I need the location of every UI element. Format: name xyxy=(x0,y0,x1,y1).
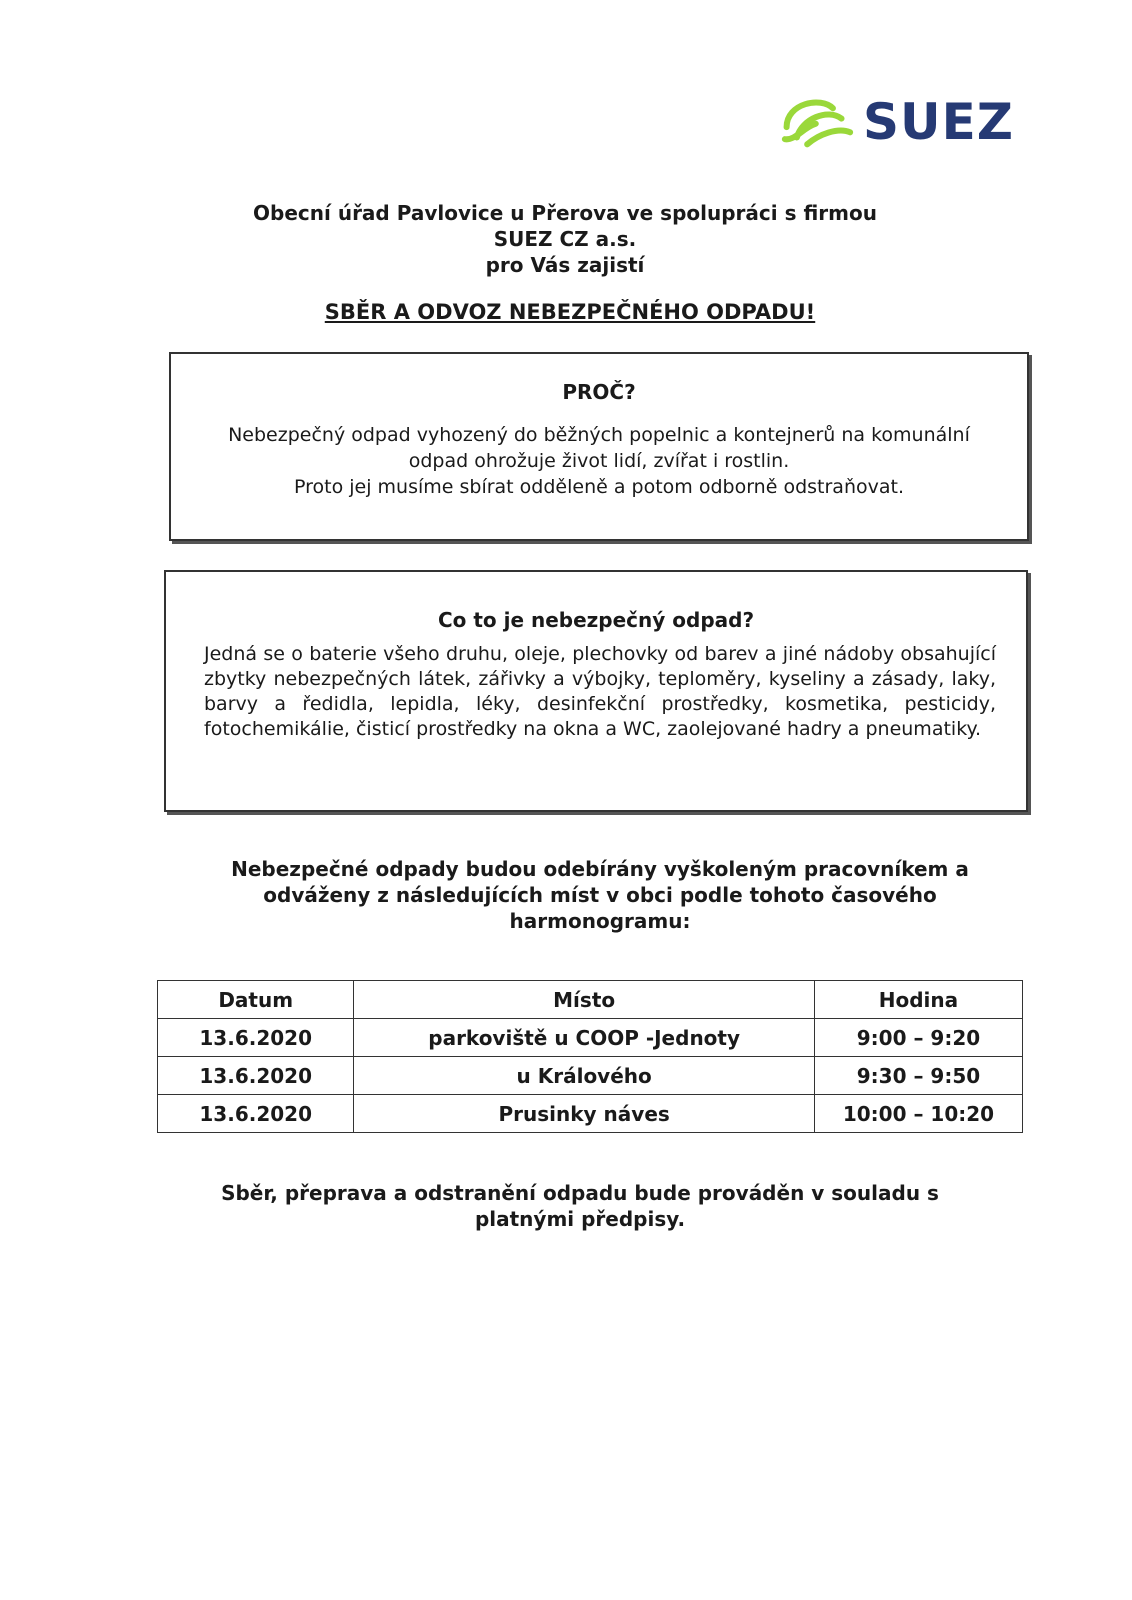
cell-place: parkoviště u COOP -Jednoty xyxy=(354,1019,815,1057)
why-title: PROČ? xyxy=(562,380,636,404)
suez-logo-text: SUEZ xyxy=(862,93,1014,151)
footer-line: Sběr, přeprava a odstranění odpadu bude prováděn v souladu s xyxy=(221,1181,939,1205)
header-date: Datum xyxy=(158,981,354,1019)
cell-hour: 9:00 – 9:20 xyxy=(814,1019,1022,1057)
why-text xyxy=(171,422,1027,500)
footer-note xyxy=(200,1180,960,1232)
schedule-intro-line: odváženy z následujících míst v obci podle tohoto časového xyxy=(263,883,937,907)
intro-block xyxy=(200,200,930,278)
footer-line: platnými předpisy. xyxy=(474,1207,686,1231)
table-row xyxy=(158,1019,1023,1057)
why-line: Proto jej musíme sbírat odděleně a potom odborně odstraňovat. xyxy=(293,476,904,498)
page-headline: SBĚR A ODVOZ NEBEZPEČNÉHO ODPADU! xyxy=(324,300,816,324)
schedule-intro-line: Nebezpečné odpady budou odebírány vyškoleným pracovníkem a xyxy=(231,857,969,881)
header-hour: Hodina xyxy=(814,981,1022,1019)
schedule-intro-line: harmonogramu: xyxy=(509,909,691,933)
what-title: Co to je nebezpečný odpad? xyxy=(437,608,755,632)
why-box xyxy=(169,352,1029,541)
schedule-table xyxy=(157,980,1023,1133)
suez-logo xyxy=(778,86,1014,158)
cell-place: u Králového xyxy=(354,1057,815,1095)
table-row xyxy=(158,1095,1023,1133)
cell-date: 13.6.2020 xyxy=(158,1095,354,1133)
intro-line: pro Vás zajistí xyxy=(485,253,645,277)
schedule-intro xyxy=(190,856,1010,934)
what-text: Jedná se o baterie všeho druhu, oleje, plechovky od barev a jiné nádoby obsahující zbytky nebezpečných látek, zářivky a výbojky, teploměry, kyseliny a zásady, laky, barvy a ředidla, lepidla, léky, desinfekční prostředky, kosmetika, pesticidy, fotochemikálie, čisticí prostředky na okna a WC, zaolejované hadry a pneumatiky. xyxy=(204,643,996,740)
header-place: Místo xyxy=(354,981,815,1019)
cell-hour: 10:00 – 10:20 xyxy=(814,1095,1022,1133)
cell-date: 13.6.2020 xyxy=(158,1019,354,1057)
suez-swirl-icon xyxy=(778,88,857,156)
cell-place: Prusinky náves xyxy=(354,1095,815,1133)
what-box xyxy=(164,570,1028,812)
intro-line: Obecní úřad Pavlovice u Přerova ve spolupráci s firmou xyxy=(253,201,877,225)
table-header-row xyxy=(158,981,1023,1019)
table-row xyxy=(158,1057,1023,1095)
cell-date: 13.6.2020 xyxy=(158,1057,354,1095)
intro-line: SUEZ CZ a.s. xyxy=(493,227,637,251)
why-line: odpad ohrožuje život lidí, zvířat i rostlin. xyxy=(408,450,790,472)
cell-hour: 9:30 – 9:50 xyxy=(814,1057,1022,1095)
why-line: Nebezpečný odpad vyhozený do běžných popelnic a kontejnerů na komunální xyxy=(228,424,970,446)
